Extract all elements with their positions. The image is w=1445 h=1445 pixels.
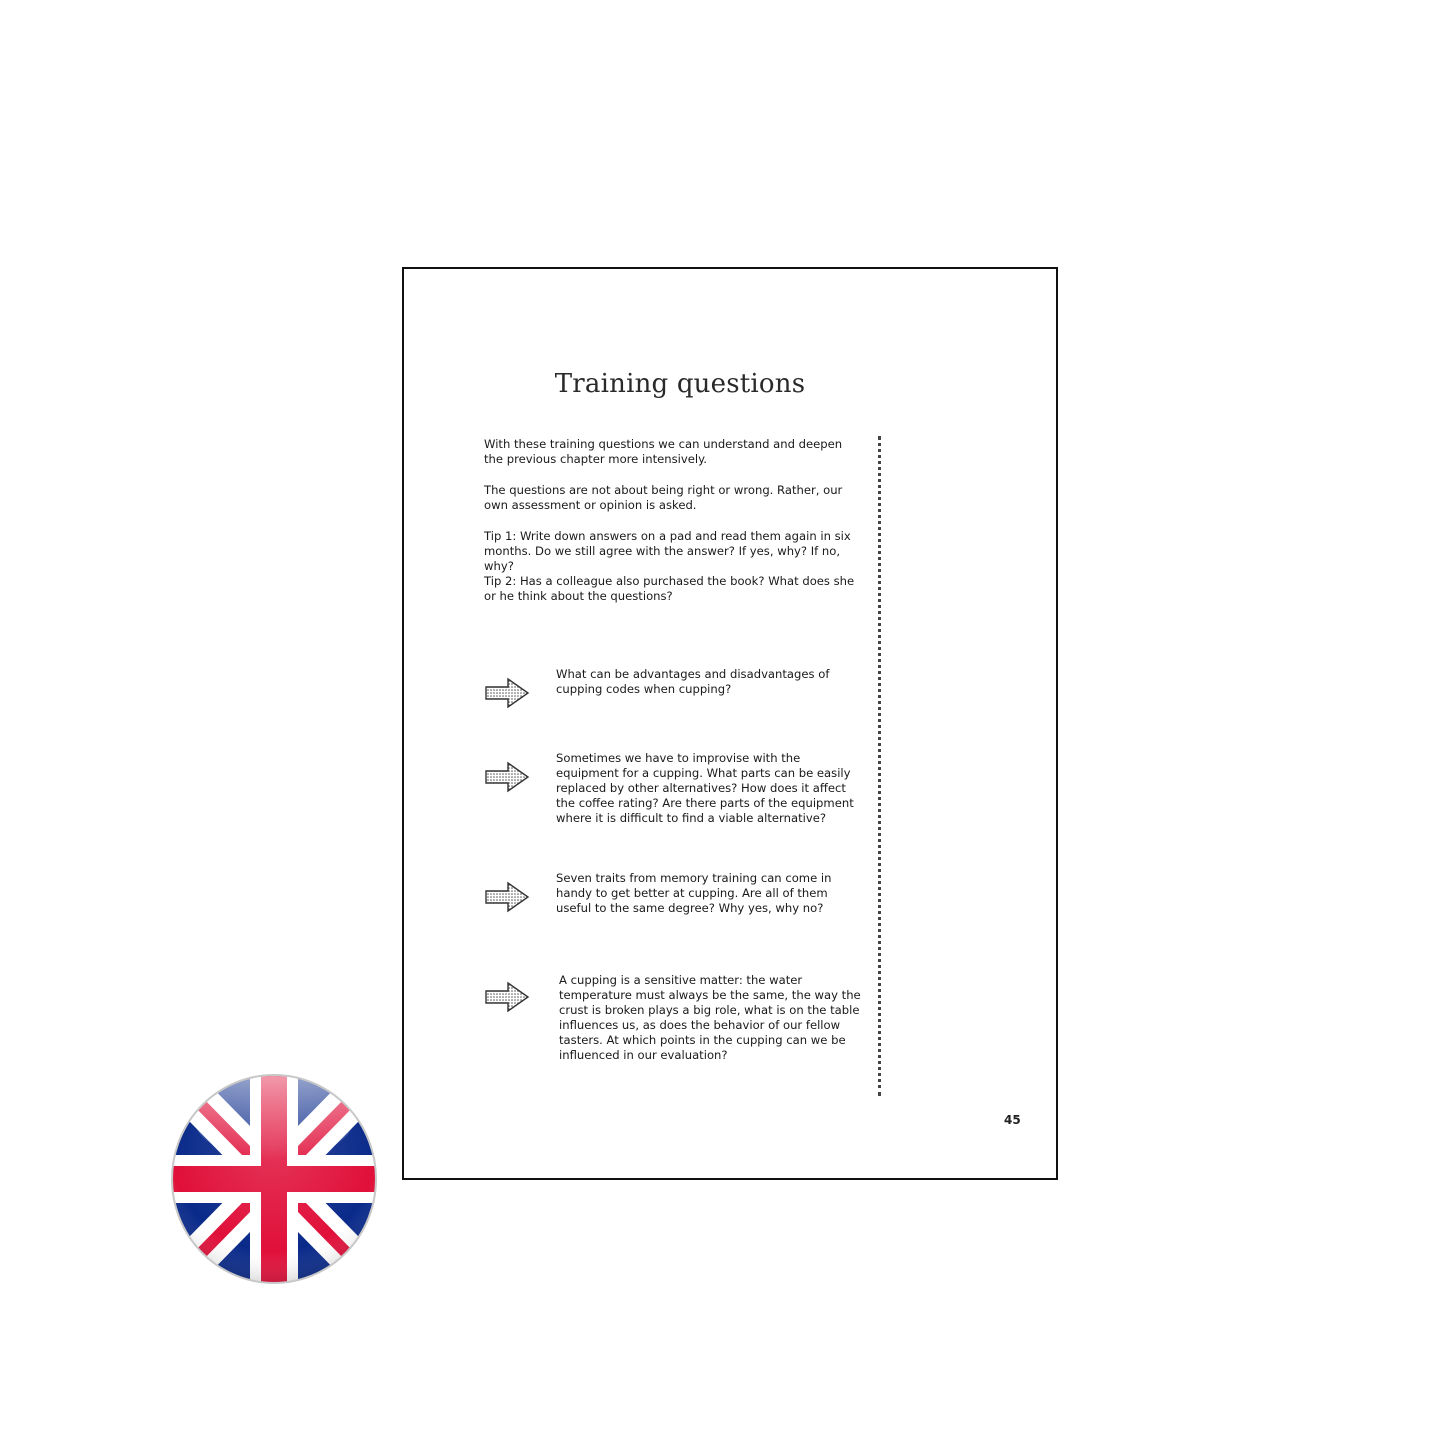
intro-paragraph: The questions are not about being right or wrong. Rather, our own assessment or opinion is asked. bbox=[484, 483, 843, 512]
uk-flag-icon bbox=[170, 1073, 378, 1285]
tip-1: Tip 1: Write down answers on a pad and read them again in six months. Do we still agree with the answer? If yes, why? If no, why? bbox=[484, 529, 851, 573]
tip-2: Tip 2: Has a colleague also purchased the book? What does she or he think about the questions? bbox=[484, 574, 855, 603]
dotted-divider bbox=[878, 436, 881, 1096]
arrow-right-icon bbox=[484, 761, 530, 793]
book-page bbox=[402, 267, 1058, 1180]
question-text: Seven traits from memory training can come in handy to get better at cupping. Are all of them useful to the same degree? Why yes, why no? bbox=[556, 871, 832, 915]
arrow-right-icon bbox=[484, 981, 530, 1013]
question-text: Sometimes we have to improvise with the equipment for a cupping. What parts can be easily replaced by other alternatives? How does it affect the coffee rating? Are there parts of the equipment where it is difficult to find a viable alternative? bbox=[556, 751, 854, 825]
page-title: Training questions bbox=[554, 369, 806, 399]
question-text: A cupping is a sensitive matter: the water temperature must always be the same, the way the crust is broken plays a big role, what is on the table influences us, as does the behavior of our fellow tasters. At which points in the cupping can we be influenced in our evaluation? bbox=[559, 973, 861, 1062]
page-number: 45 bbox=[1004, 1113, 1021, 1127]
intro-text bbox=[484, 437, 856, 604]
intro-paragraph: With these training questions we can understand and deepen the previous chapter more intensively. bbox=[484, 437, 843, 466]
arrow-right-icon bbox=[484, 881, 530, 913]
question-text: What can be advantages and disadvantages of cupping codes when cupping? bbox=[556, 667, 830, 696]
arrow-right-icon bbox=[484, 677, 530, 709]
